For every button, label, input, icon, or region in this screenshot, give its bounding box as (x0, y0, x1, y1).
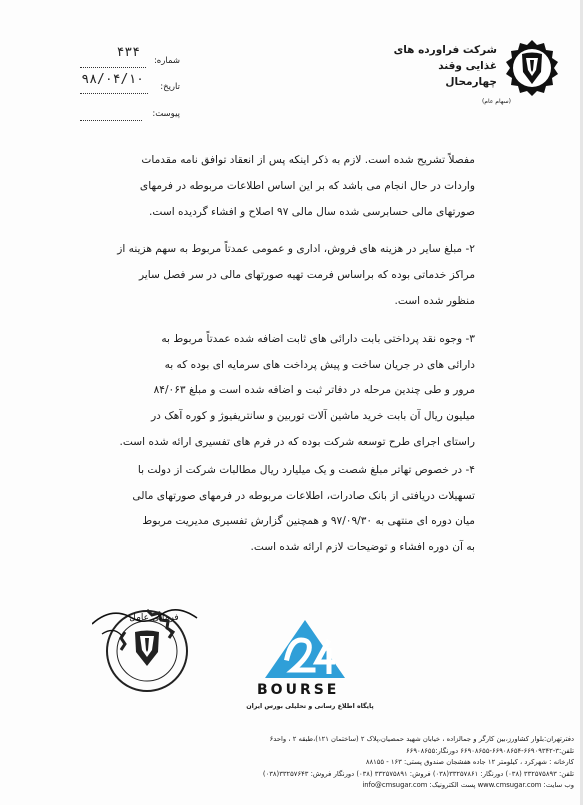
letter-footer (14, 734, 574, 792)
footer-factory-phones: تلفن: ۳۳۲۵۷۵۸۹۳ (۰۳۸) دورنگار: ۳۳۲۵۷۸۶۱(۰۳۸) فروش: ۳۳۲۵۷۵۸۹۱ (۰۳۸) دورنگار فروش: ۳۳۲۵۷۶۴۳(۰۳۸) (262, 769, 574, 778)
bourse-logo (235, 618, 385, 728)
footer-tehran-address: دفترتهران:بلوار کشاورز،بین کارگر و جمالزاده ، خیابان شهید حمصیان،پلاک ۲ (ساختمان ۱۲۱)،طبقه ۲ ، واحد۶ (269, 735, 574, 743)
paragraph-1 (95, 148, 475, 225)
bourse-24-icon (235, 618, 385, 684)
company-stamp (92, 596, 212, 706)
stamp-text: فرمانی عامل (129, 613, 179, 623)
attachment-dotted-line (80, 120, 142, 121)
footer-factory-address: کارخانه : شهرکرد ، کیلومتر ۱۲ جاده هفشجان صندوق پستی: ۱۶۳ - ۸۸۱۵۵ (365, 758, 574, 766)
paragraph-4-line: به آن دوره افشاء و توضیحات لازم ارائه شده است. (250, 541, 475, 554)
company-emblem-icon (501, 36, 563, 98)
company-type: (سهام عام) (481, 98, 511, 105)
paragraph-3 (95, 327, 475, 456)
bourse-wordmark: BOURSE (257, 682, 340, 698)
paragraph-3-line: میلیون ریال آن بابت خرید ماشین آلات توربین و سانتریفیوژ و کوره آهک در (151, 410, 475, 423)
footer-tehran-phones: تلفن:۳-۶۶۹۰۹۳۴۲-۶۶۹۰۸۶۵۴-۶۶۹۰۸۶۵۵ دورنگار:۶۶۹۰۸۶۵۵ (406, 746, 574, 755)
paragraph-1-line: مفصلاً تشریح شده است. لازم به ذکر اینکه پس از انعقاد توافق نامه مقدمات (141, 154, 475, 166)
paragraph-4-line: میان دوره ای منتهی به ۹۷/۰۹/۳۰ و همچنین گزارش تفسیری مدیریت مربوط (142, 515, 475, 528)
paragraph-1-line: صورتهای مالی حسابرسی شده سال مالی ۹۷ اصلاح و افشاء گردیده است. (149, 205, 475, 218)
paragraph-2-line: مراکز خدماتی بوده که براساس فرمت تهیه صورتهای مالی در سر فصل سایر (138, 269, 475, 282)
attachment-label: پیوست: (152, 109, 180, 119)
paragraph-3-line: دارائی های در جریان ساخت و پیش پرداخت های سرمایه ای بوده که به (164, 358, 475, 371)
company-name (394, 42, 497, 90)
handwritten-date: ۹۸/۰۴/۱۰ (81, 72, 144, 87)
paragraph-1-line: واردات در حال انجام می باشد که بر این اساس اطلاعات مربوطه در فرمهای (139, 179, 475, 192)
company-name-line3: چهارمحال (445, 76, 497, 88)
paragraph-2 (95, 237, 475, 314)
paragraph-3-line: راستای اجرای طرح توسعه شرکت بوده که در فرم های تفسیری ارائه شده است. (119, 435, 475, 448)
number-label: شماره: (153, 56, 180, 66)
letter-body (95, 148, 475, 561)
company-name-line1: شرکت فراورده های (393, 44, 497, 56)
paragraph-4 (95, 458, 475, 561)
handwritten-number: ۴۳۴ (116, 45, 140, 60)
number-dotted-line (80, 67, 146, 68)
paragraph-3-line: مرور و طی چندین مرحله در دفاتر ثبت و اضافه شده است و مبلغ ۸۴/۰۶۳ (153, 384, 475, 397)
paragraph-4-line: تسهیلات دریافتی از بانک صادرات، اطلاعات مربوطه در فرمهای صورتهای مالی (132, 489, 475, 502)
bourse-tagline: پایگاه اطلاع رسانی و تحلیلی بورس ایران (246, 703, 374, 710)
footer-web-email: وب سایت: www.cmsugar.com پست الکترونیک: info@cmsugar.com (362, 781, 574, 789)
company-logo-block (393, 36, 563, 116)
paragraph-2-line: ۲- مبلغ سایر در هزینه های فروش، اداری و عمومی عمدتاً مربوط به سهم هزینه از (117, 243, 475, 256)
paragraph-4-line: ۴- در خصوص تهاتر مبلغ شصت و یک میلیارد ریال مطالبات شرکت از دولت با (137, 463, 475, 476)
letter-meta (80, 42, 180, 122)
date-dotted-line (80, 93, 148, 94)
paragraph-3-line: ۳- وجوه نقد پرداختی بابت دارائی های ثابت اضافه شده عمدتاً مربوط به (161, 332, 475, 345)
paragraph-2-line: منظور شده است. (394, 294, 475, 307)
date-label: تاریخ: (160, 82, 180, 92)
company-name-line2: غذایی وقند (438, 60, 497, 72)
